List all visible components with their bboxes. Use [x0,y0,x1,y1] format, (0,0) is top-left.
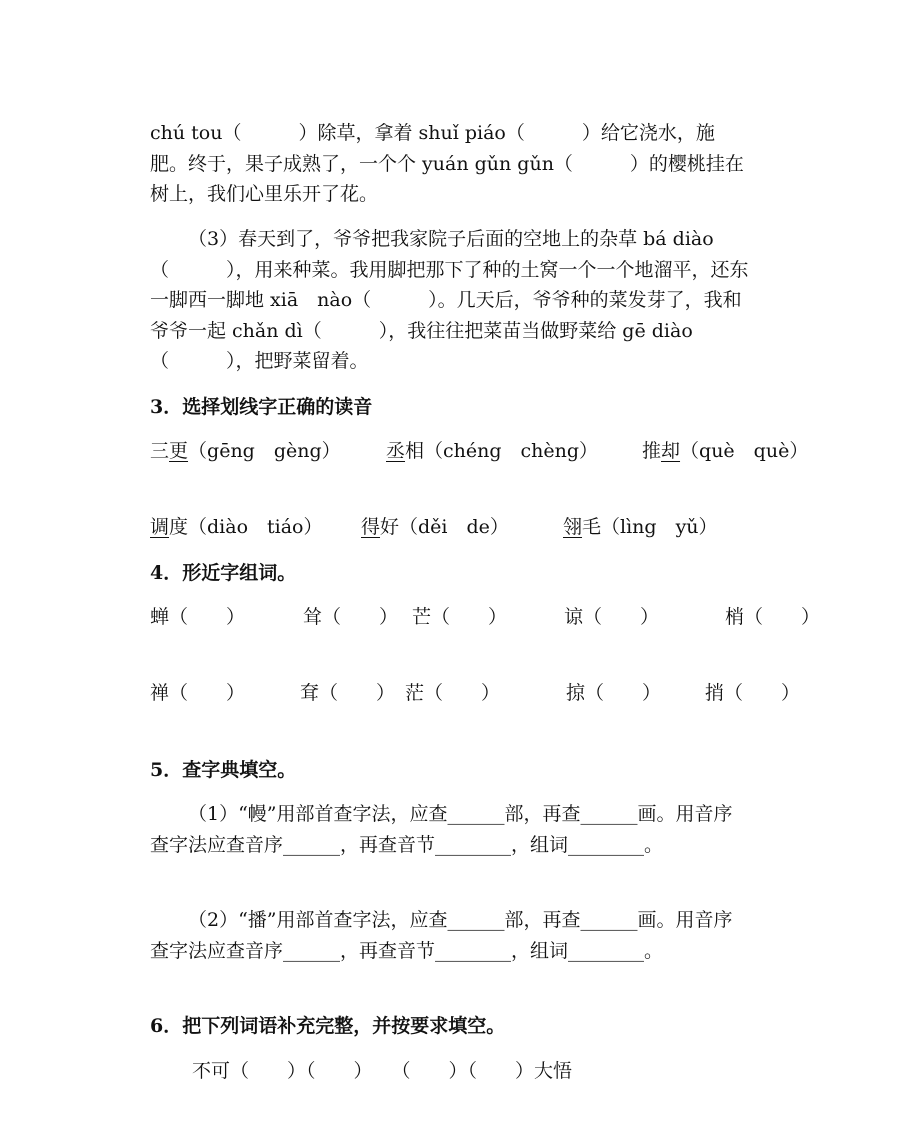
q3-row-2 [150,512,750,542]
q3-item-4: 调度（diào tiáo） [150,516,323,538]
q4-item-9: 掠（ ） [566,682,662,704]
q3-item-5: 得好（děi de） [361,516,509,538]
q3-item-6: 翎毛（lìng yǔ） [563,516,718,538]
q3-item-1: 三更（gēng gèng） [150,440,341,462]
q6-heading: 6．把下列词语补充完整，并按要求填空。 [150,1015,506,1037]
q5-item-2: （2）“播”用部首查字法，应查______部，再查______画。用音序查字法应查音序______，再查音节________，组词________。 [150,909,733,962]
q3-row-1 [150,436,809,466]
q3-heading: 3．选择划线字正确的读音 [150,396,373,418]
q3-item-3: 推却（què què） [642,440,809,462]
q5-heading: 5．查字典填空。 [150,759,297,781]
q4-item-7: 耷（ ） [300,682,396,704]
q5-item-1: （1）“幔”用部首查字法，应查______部，再查______画。用音序查字法应查音序______，再查音节________，组词________。 [150,803,733,856]
q4-row-2 [150,678,801,708]
q4-item-3: 芒（ ） [412,606,508,628]
q4-item-1: 蝉（ ） [150,606,246,628]
q4-item-10: 捎（ ） [705,682,801,704]
q4-row-1 [150,602,821,632]
q4-item-8: 茫（ ） [405,682,501,704]
q4-item-5: 梢（ ） [725,606,821,628]
q4-heading: 4．形近字组词。 [150,562,297,584]
q4-item-2: 耸（ ） [303,606,399,628]
q6-idiom-line: 不可（ ）（ ） （ ）（ ）大悟 [192,1060,573,1082]
q2-paragraph-3: （3）春天到了，爷爷把我家院子后面的空地上的杂草 bá diào（ ），用来种菜。我用脚把那下了种的土窝一个一个地溜平，还东一脚西一脚地 xiā nào（ ）。几天后，爷爷种的菜发芽了，我和爷爷一起 chǎn dì（ ），我往往把菜苗当做野菜给 gē diào（ ），把野菜留着。 [150,228,749,372]
q2-paragraph-2-tail: chú tou（ ）除草，拿着 shuǐ piáo（ ）给它浇水，施肥。终于，果子成熟了，一个个 yuán gǔn gǔn（ ）的樱桃挂在树上，我们心里乐开了花。 [150,122,744,205]
q4-item-4: 谅（ ） [564,606,660,628]
q3-item-2: 丞相（chéng chèng） [386,440,599,462]
q4-item-6: 禅（ ） [150,682,246,704]
